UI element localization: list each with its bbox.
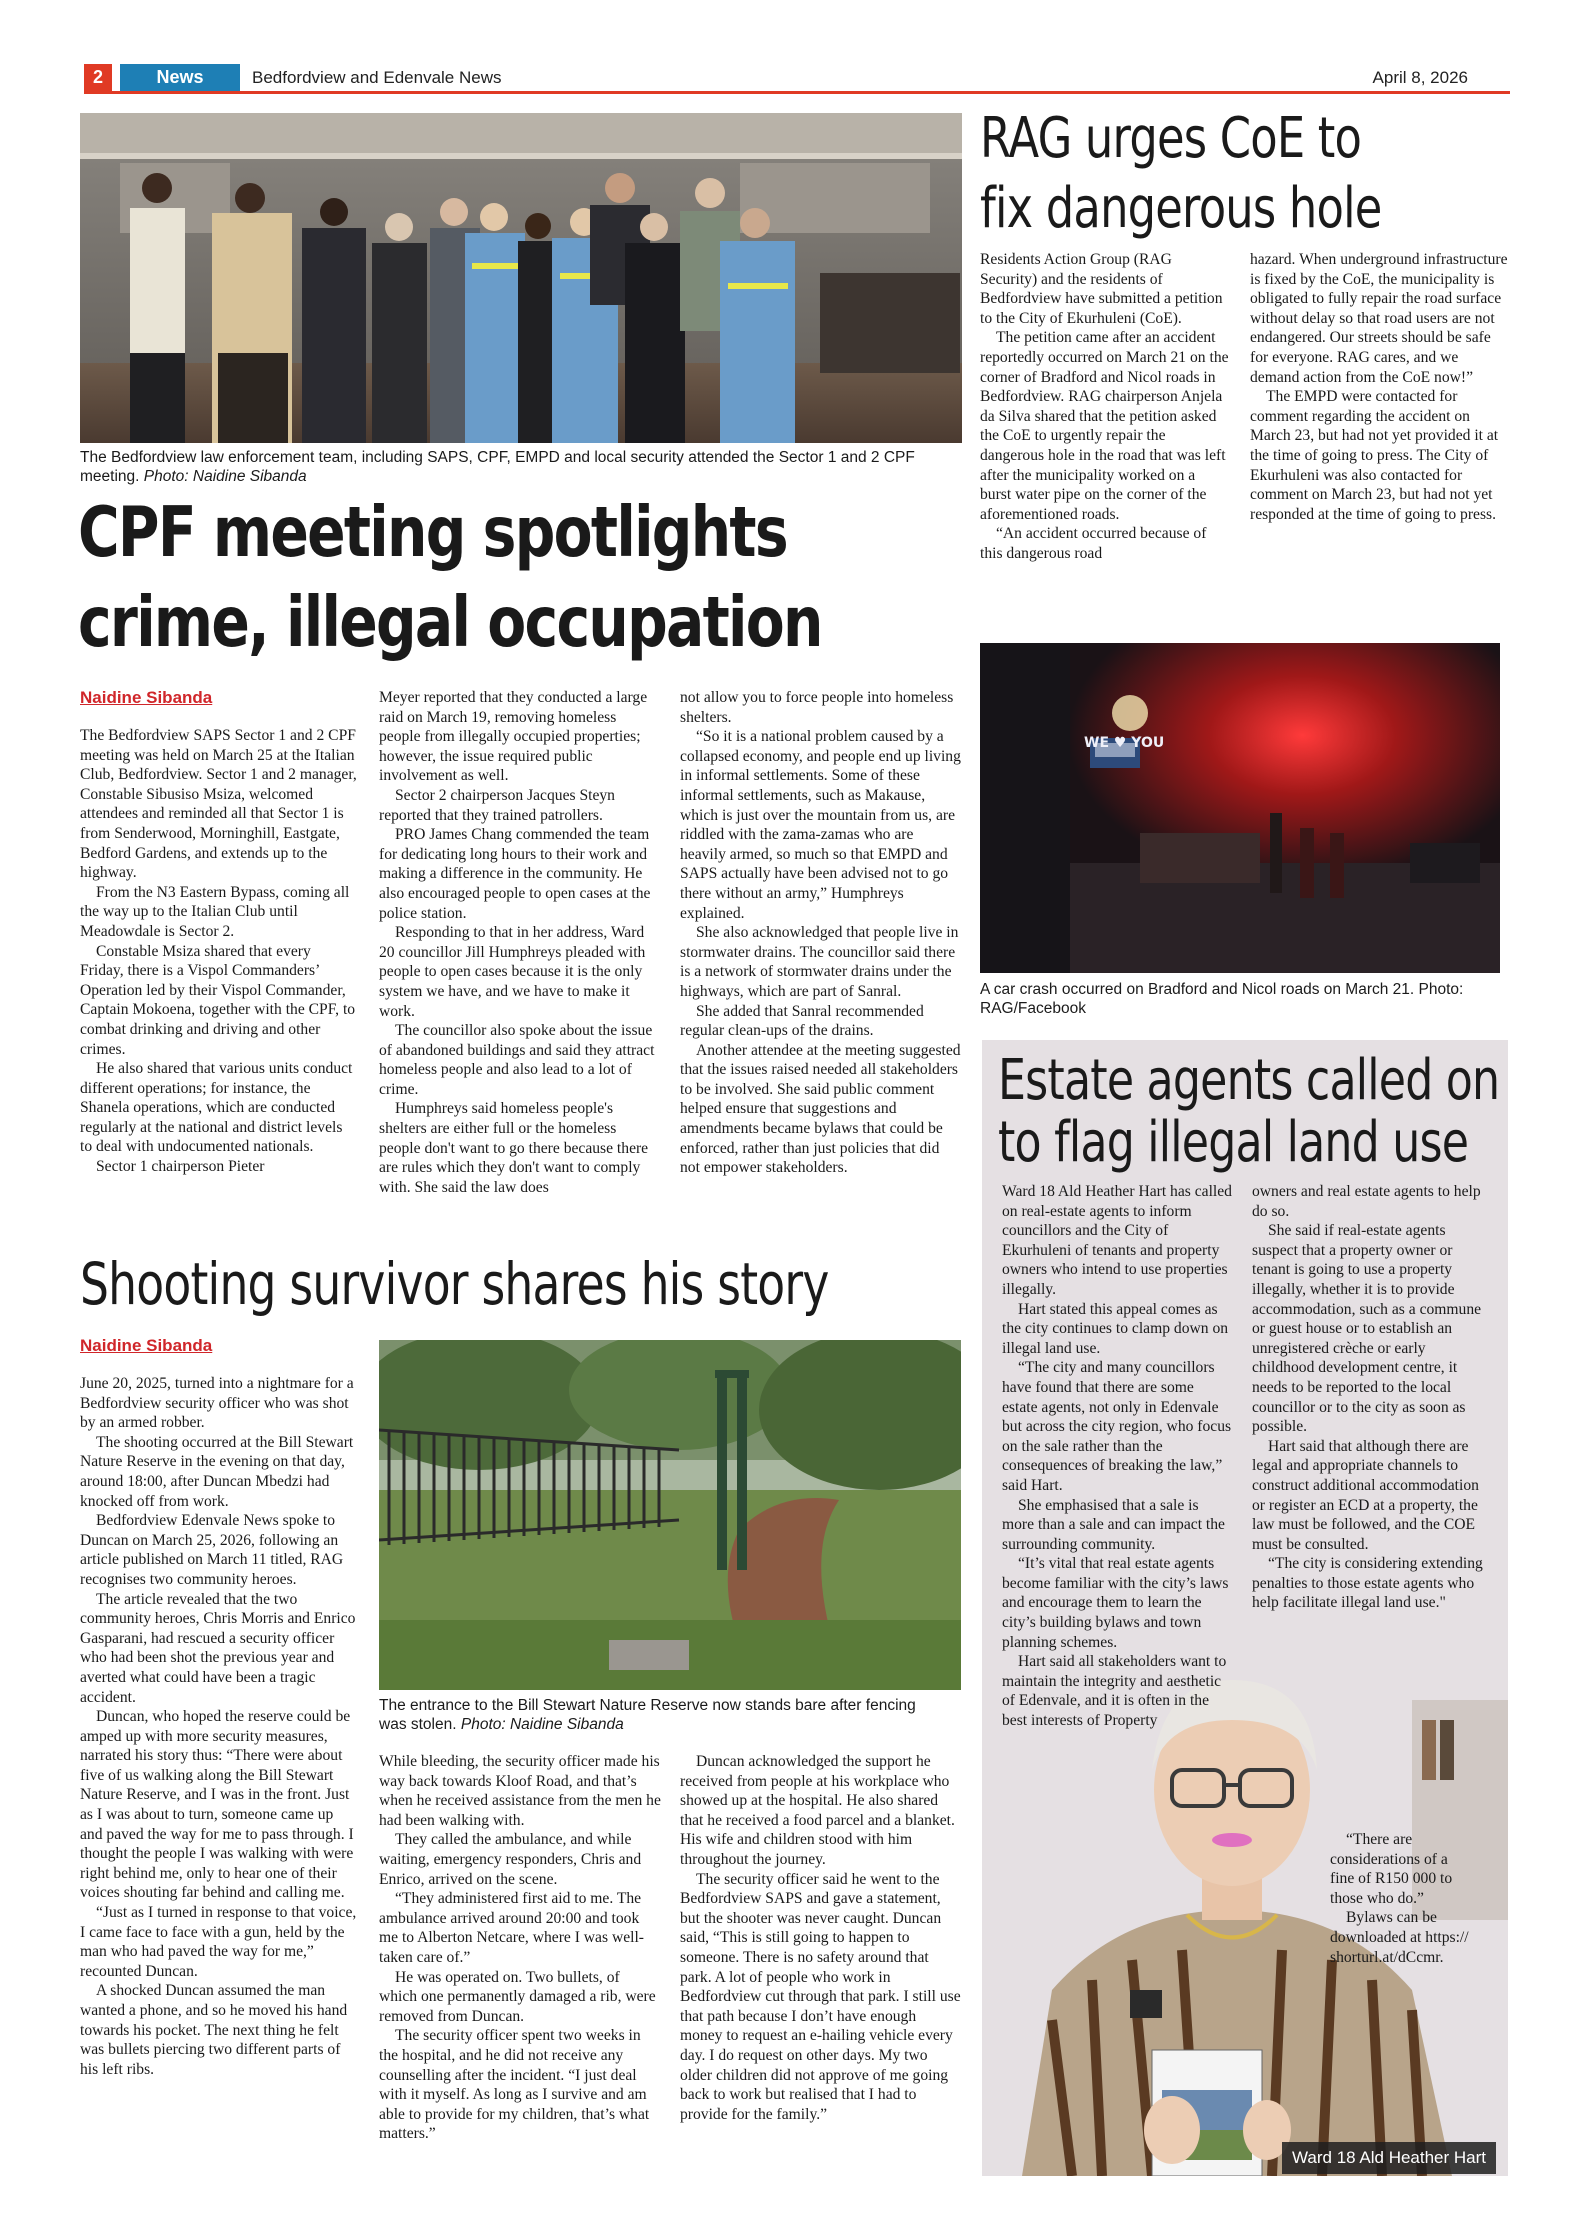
estate-column-2 xyxy=(1252,1182,1488,1613)
rag-column-1 xyxy=(980,250,1230,564)
shooting-headline: Shooting survivor shares his story xyxy=(80,1250,829,1318)
car-crash-photo xyxy=(980,643,1500,973)
cpf-column-2 xyxy=(379,688,661,1197)
we-love-you-sign: WE ♥ YOU xyxy=(1084,735,1165,751)
paragraph: Ward 18 Ald Heather Hart has called on real-estate agents to inform councillors and the City of Ekurhuleni of tenants and property owners who intend to use properties illegally. xyxy=(1002,1183,1232,1298)
estate-column-2-tail xyxy=(1330,1830,1470,1967)
paragraph: Constable Msiza shared that every Friday, there is a Vispol Commanders’ Operation led by their Vispol Commander, Captain Mokoena, together with the CPF, to combat drinking and driving and other crimes. xyxy=(80,942,356,1058)
paragraph: Hart said all stakeholders want to maintain the integrity and aesthetic of Edenvale, and it is often in the best interests of Property xyxy=(1002,1653,1227,1730)
paragraph: owners and real estate agents to help do so. xyxy=(1252,1183,1481,1220)
paragraph: The EMPD were contacted for comment regarding the accident on March 23, but had not yet provided it at the time of going to press. The City of Ekurhuleni was also contacted for comment on March 23, but had not yet responded at the time of going to press. xyxy=(1250,388,1499,523)
paragraph: The security officer spent two weeks in the hospital, and he did not receive any counselling after the incident. “I just deal with it myself. As long as I survive and am able to provide for my children, that’s what matters.” xyxy=(379,2027,650,2143)
issue-date: April 8, 2026 xyxy=(1372,68,1468,87)
paragraph: PRO James Chang commended the team for dedicating long hours to their work and making a difference in the community. He also encouraged people to open cases at the police station. xyxy=(379,826,651,922)
paragraph: Hart stated this appeal comes as the city continues to clamp down on illegal land use. xyxy=(1002,1300,1229,1357)
paragraph: They called the ambulance, and while waiting, emergency responders, Chris and Enrico, arrived on the scene. xyxy=(379,1831,642,1888)
paragraph: Duncan acknowledged the support he received from people at his workplace who showed up at the hospital. He also shared that he received a food parcel and a blanket. His wife and children stood with him throughout the journey. xyxy=(680,1753,955,1868)
paragraph: She emphasised that a sale is more than a sale and can impact the surrounding community. xyxy=(1002,1496,1225,1553)
caption-text: The entrance to the Bill Stewart Nature Reserve now stands bare after fencing was stolen. xyxy=(379,1697,916,1733)
section-tab-news: News xyxy=(120,64,240,91)
heather-hart-name-tag: Ward 18 Ald Heather Hart xyxy=(1282,2142,1496,2174)
rag-headline-line-2: fix dangerous hole xyxy=(980,176,1382,241)
paragraph: He also shared that various units conduct different operations; for instance, the Shanela operations, which are conducted regularly at the national and district levels to deal with undocumented nationals. xyxy=(80,1060,353,1156)
cpf-headline-line-1: CPF meeting spotlights xyxy=(78,491,787,573)
paragraph: “An accident occurred because of this dangerous road xyxy=(980,525,1207,562)
car-crash-caption: A car crash occurred on Bradford and Nicol roads on March 21. Photo: RAG/Facebook xyxy=(980,981,1464,1017)
paragraph: Sector 2 chairperson Jacques Steyn reported that they trained patrollers. xyxy=(379,786,615,824)
paragraph: Responding to that in her address, Ward 20 councillor Jill Humphreys pleaded with people to open cases because it is the only system we have, and we have to make it work. xyxy=(379,924,646,1020)
paragraph: “They administered first aid to me. The ambulance arrived around 20:00 and took me to Alberton Netcare, where I was well-taken care of.” xyxy=(379,1890,644,1966)
paragraph: “The city and many councillors have found that there are some estate agents, not only in Edenvale but across the city region, who focus on the sale rather than the consequences of breaking the law,” said Hart. xyxy=(1002,1359,1232,1494)
estate-headline-line-2: to flag illegal land use xyxy=(998,1110,1469,1175)
paragraph: He was operated on. Two bullets, of which one permanently damaged a rib, were removed from Duncan. xyxy=(379,1968,656,2025)
paragraph: Sector 1 chairperson Pieter xyxy=(96,1158,265,1176)
cpf-column-1 xyxy=(80,726,358,1177)
page-number: 2 xyxy=(84,64,112,91)
shooting-column-1 xyxy=(80,1374,358,2079)
paragraph: Humphreys said homeless people's shelters are either full or the homeless people don't want to go there because there are rules which they don't want to comply with. She said the law does xyxy=(379,1100,649,1196)
nature-reserve-caption xyxy=(379,1696,939,1734)
paragraph: While bleeding, the security officer made his way back towards Kloof Road, and that’s when he received assistance from the men he had been walking with. xyxy=(379,1753,661,1829)
paragraph: She also acknowledged that people live in stormwater drains. The councillor said there is a network of stormwater drains under the highways, which are part of Sanral. xyxy=(680,924,959,1000)
paragraph: The Bedfordview SAPS Sector 1 and 2 CPF meeting was held on March 25 at the Italian Club, Bedfordview. Sector 1 and 2 manager, Constable Sibusiso Msiza, welcomed attendees and reminded all that Sector 1 is from Senderwood, Morninghill, Eastgate, Bedford Gardens, and extends up to the highway. xyxy=(80,727,357,882)
paragraph: “There are considerations of a fine of R150 000 to those who do.” xyxy=(1330,1831,1453,1907)
paragraph: “Just as I turned in response to that voice, I came face to face with a gun, held by the man who had paved the way for me,” recounted Duncan. xyxy=(80,1904,357,1980)
paragraph: not allow you to force people into homeless shelters. xyxy=(680,689,954,726)
paragraph: “So it is a national problem caused by a collapsed economy, and people end up living in informal settlements. Some of these informal settlements, such as Makause, which is just over the mountain from us, are riddled with the zama-zamas who are heavily armed, so much so that EMPD and SAPS actually have been advised not to go there without an army,” Humphreys explained. xyxy=(680,728,961,922)
shooting-column-3 xyxy=(680,1752,962,2124)
paragraph: From the N3 Eastern Bypass, coming all the way up to the Italian Club until Meadowdale is Sector 2. xyxy=(80,883,350,940)
paragraph: The security officer said he went to the Bedfordview SAPS and gave a statement, but the shooter was never caught. Duncan said, “This is still going to happen to someone. There is no safety around that park. A lot of people who work in Bedfordview cut through that park. I still use that path because I don’t have enough money to request an e-hailing vehicle every day. I do request on other days. My two older children did not approve of me going back to work but realised that I had to provide for the family.” xyxy=(680,1870,961,2123)
paragraph: June 20, 2025, turned into a nightmare for a Bedfordview security officer who was shot by an armed robber. xyxy=(80,1375,354,1432)
paragraph: “The city is considering extending penalties to those estate agents who help facilitate illegal land use." xyxy=(1252,1555,1483,1612)
cpf-byline: Naidine Sibanda xyxy=(80,688,213,707)
estate-headline-line-1: Estate agents called on xyxy=(998,1048,1500,1113)
paragraph: A shocked Duncan assumed the man wanted a phone, and so he moved his hand towards his pocket. The next thing he felt was bullets piercing two different parts of his left ribs. xyxy=(80,1982,348,2078)
paragraph: The petition came after an accident reportedly occurred on March 21 on the corner of Bradford and Nicol roads in Bedfordview. RAG chairperson Anjela da Silva shared that the petition asked the CoE to urgently repair the dangerous hole in the road that was left after the municipality worked on a burst water pipe on the corner of the aforementioned roads. xyxy=(980,329,1229,523)
caption-text: The Bedfordview law enforcement team, including SAPS, CPF, EMPD and local security attended the Sector 1 and 2 CPF meeting. xyxy=(80,449,915,485)
estate-column-1 xyxy=(1002,1182,1232,1731)
caption-credit: Photo: Naidine Sibanda xyxy=(460,1716,624,1733)
paragraph: Hart said that although there are legal and appropriate channels to construct additional accommodation or register an ECD at a property, the law must be followed, and the COE must be consulted. xyxy=(1252,1437,1479,1553)
paragraph: She said if real-estate agents suspect that a property owner or tenant is going to use a property illegally, whether it is to provide accommodation, such as a commune or guest house or to establish an unregistered crèche or early childhood development centre, it needs to be reported to the local councillor or to the city as soon as possible. xyxy=(1252,1222,1482,1436)
paragraph: hazard. When underground infrastructure is fixed by the CoE, the municipality is obligated to fully repair the road surface without delay so that road users are not endangered. Our streets should be safe for everyone. RAG cares, and we demand action from the CoE now!” xyxy=(1250,251,1508,386)
nature-reserve-photo xyxy=(379,1340,961,1690)
publication-name: Bedfordview and Edenvale News xyxy=(252,68,502,87)
paragraph: Another attendee at the meeting suggested that the issues raised needed all stakeholders to be involved. She said public comment helped ensure that suggestions and amendments became bylaws that could be enforced, rather than just policies that did not empower stakeholders. xyxy=(680,1041,961,1177)
header-rule xyxy=(84,91,1510,94)
paragraph: She added that Sanral recommended regular clean-ups of the drains. xyxy=(680,1002,924,1040)
paragraph: The article revealed that the two community heroes, Chris Morris and Enrico Gasparani, had rescued a security officer who had been shot the previous year and averted what could have been a tragic accident. xyxy=(80,1590,356,1706)
cpf-photo-caption xyxy=(80,448,962,486)
paragraph: Bylaws can be downloaded at https:// shorturl.at/dCcmr. xyxy=(1330,1909,1469,1966)
paragraph: Bedfordview Edenvale News spoke to Duncan on March 25, 2026, following an article published on March 11 titled, RAG recognises two community heroes. xyxy=(80,1512,344,1588)
paragraph: Residents Action Group (RAG Security) and the residents of Bedfordview have submitted a petition to the City of Ekurhuleni (CoE). xyxy=(980,251,1223,327)
paragraph: “It’s vital that real estate agents become familiar with the city’s laws and encourage them to learn the city’s building bylaws and town planning schemes. xyxy=(1002,1555,1229,1651)
shooting-byline: Naidine Sibanda xyxy=(80,1336,213,1355)
rag-column-2 xyxy=(1250,250,1508,524)
cpf-team-photo xyxy=(80,113,962,443)
caption-credit: Photo: Naidine Sibanda xyxy=(143,468,307,485)
paragraph: Duncan, who hoped the reserve could be amped up with more security measures, narrated his story thus: “There were about five of us walking along the Bill Stewart Nature Reserve, and I was in the front. Just as I was about to turn, someone came up and paved the way for me to pass through. I thought the people I was walking with were right behind me, only to hear one of their voices shouting far behind and calling me. xyxy=(80,1708,354,1902)
cpf-column-3 xyxy=(680,688,962,1178)
paragraph: Meyer reported that they conducted a large raid on March 19, removing homeless people from illegally occupied properties; however, the issue required public involvement as well. xyxy=(379,689,648,785)
cpf-headline-line-2: crime, illegal occupation xyxy=(78,581,822,663)
rag-headline-line-1: RAG urges CoE to xyxy=(980,106,1362,171)
paragraph: The shooting occurred at the Bill Stewart Nature Reserve in the evening on that day, around 18:00, after Duncan Mbedzi had knocked off from work. xyxy=(80,1433,354,1510)
paragraph: The councillor also spoke about the issue of abandoned buildings and said they attract homeless people and also lead to a lot of crime. xyxy=(379,1022,655,1098)
shooting-column-2 xyxy=(379,1752,661,2144)
